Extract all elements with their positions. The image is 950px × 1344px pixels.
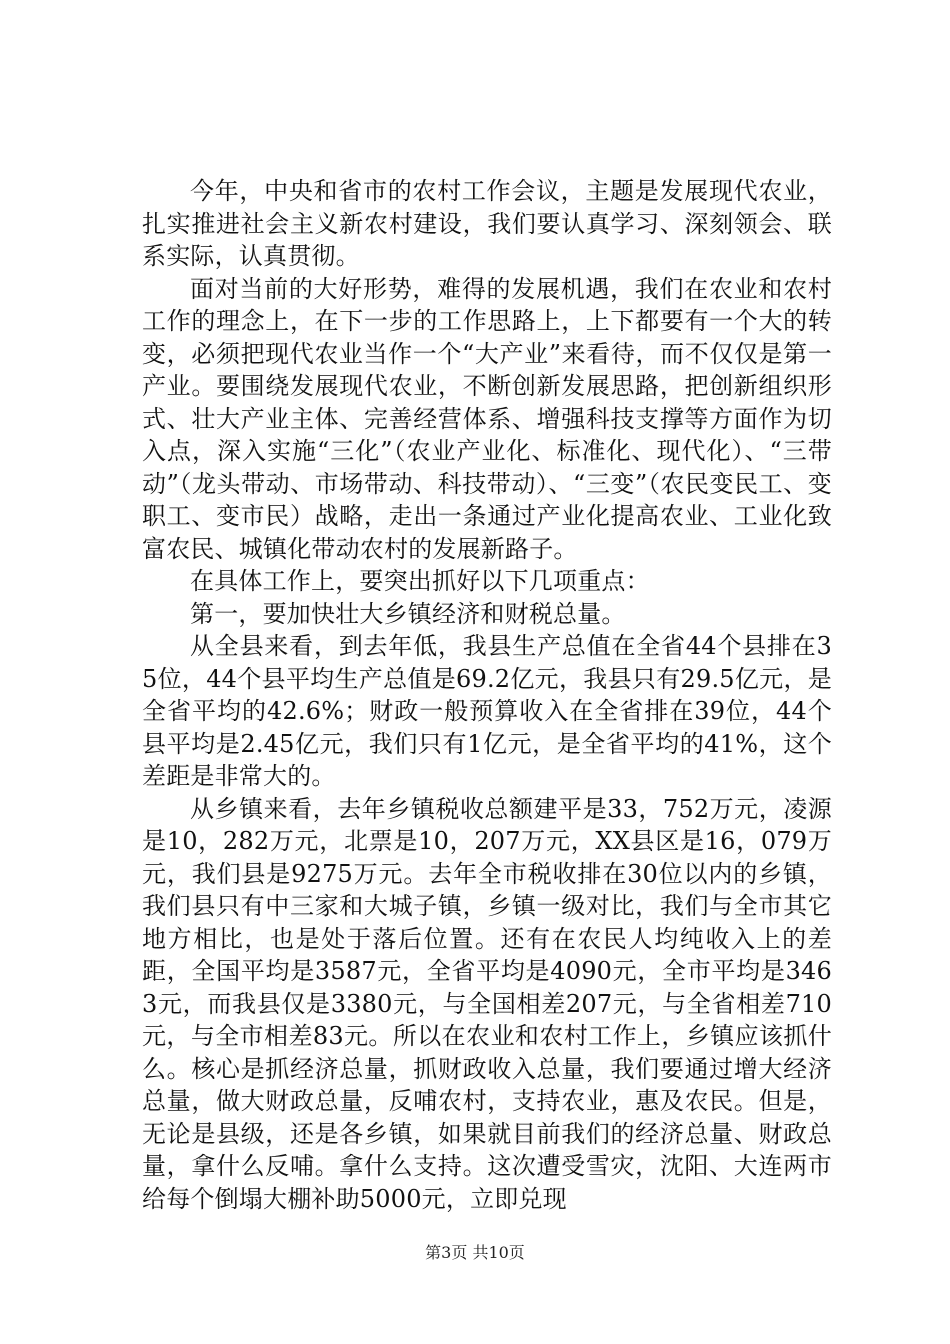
- paragraph-1: 今年，中央和省市的农村工作会议，主题是发展现代农业，扎实推进社会主义新农村建设，我们要认真学习、深刻领会、联系实际，认真贯彻。: [142, 177, 832, 270]
- paragraph-4: 第一，要加快壮大乡镇经济和财税总量。: [190, 599, 626, 628]
- page-footer: 第3页 共10页: [425, 1243, 525, 1262]
- paragraph-5: 从全县来看，到去年低，我县生产总值在全省44个县排在35位，44个县平均生产总值是69.2亿元，我县只有29.5亿元，是全省平均的42.6%；财政一般预算收入在全省排在39位，44个县平均是2.45亿元，我们只有1亿元，是全省平均的41%，这个差距是非常大的。: [142, 632, 832, 790]
- paragraph-6: 从乡镇来看，去年乡镇税收总额建平是33，752万元，凌源是10，282万元，北票是10，207万元，XX县区是16，079万元，我们县是9275万元。去年全市税收排在30位以内的乡镇，我们县只有中三家和大城子镇，乡镇一级对比，我们与全市其它地方相比，也是处于落后位置。还有在农民人均纯收入上的差距，全国平均是3587元，全省平均是4090元，全市平均是3463元，而我县仅是3380元，与全国相差207元，与全省相差710元，与全市相差83元。所以在农业和农村工作上，乡镇应该抓什么。核心是抓经济总量，抓财政收入总量，我们要通过增大经济总量，做大财政总量，反哺农村，支持农业，惠及农民。但是，无论是县级，还是各乡镇，如果就目前我们的经济总量、财政总量，拿什么反哺。拿什么支持。这次遭受雪灾，沈阳、大连两市给每个倒塌大棚补助5000元，立即兑现: [142, 794, 832, 1213]
- paragraph-3: 在具体工作上，要突出抓好以下几项重点：: [190, 567, 650, 595]
- document-body: [142, 175, 832, 1215]
- paragraph-2: 面对当前的大好形势，难得的发展机遇，我们在农业和农村工作的理念上，在下一步的工作思路上，上下都要有一个大的转变，必须把现代农业当作一个“大产业”来看待，而不仅仅是第一产业。要围绕发展现代农业，不断创新发展思路，把创新组织形式、壮大产业主体、完善经营体系、增强科技支撑等方面作为切入点，深入实施“三化”（农业产业化、标准化、现代化）、“三带动”（龙头带动、市场带动、科技带动）、“三变”（农民变民工、变职工、变市民）战略，走出一条通过产业化提高农业、工业化致富农民、城镇化带动农村的发展新路子。: [142, 274, 832, 563]
